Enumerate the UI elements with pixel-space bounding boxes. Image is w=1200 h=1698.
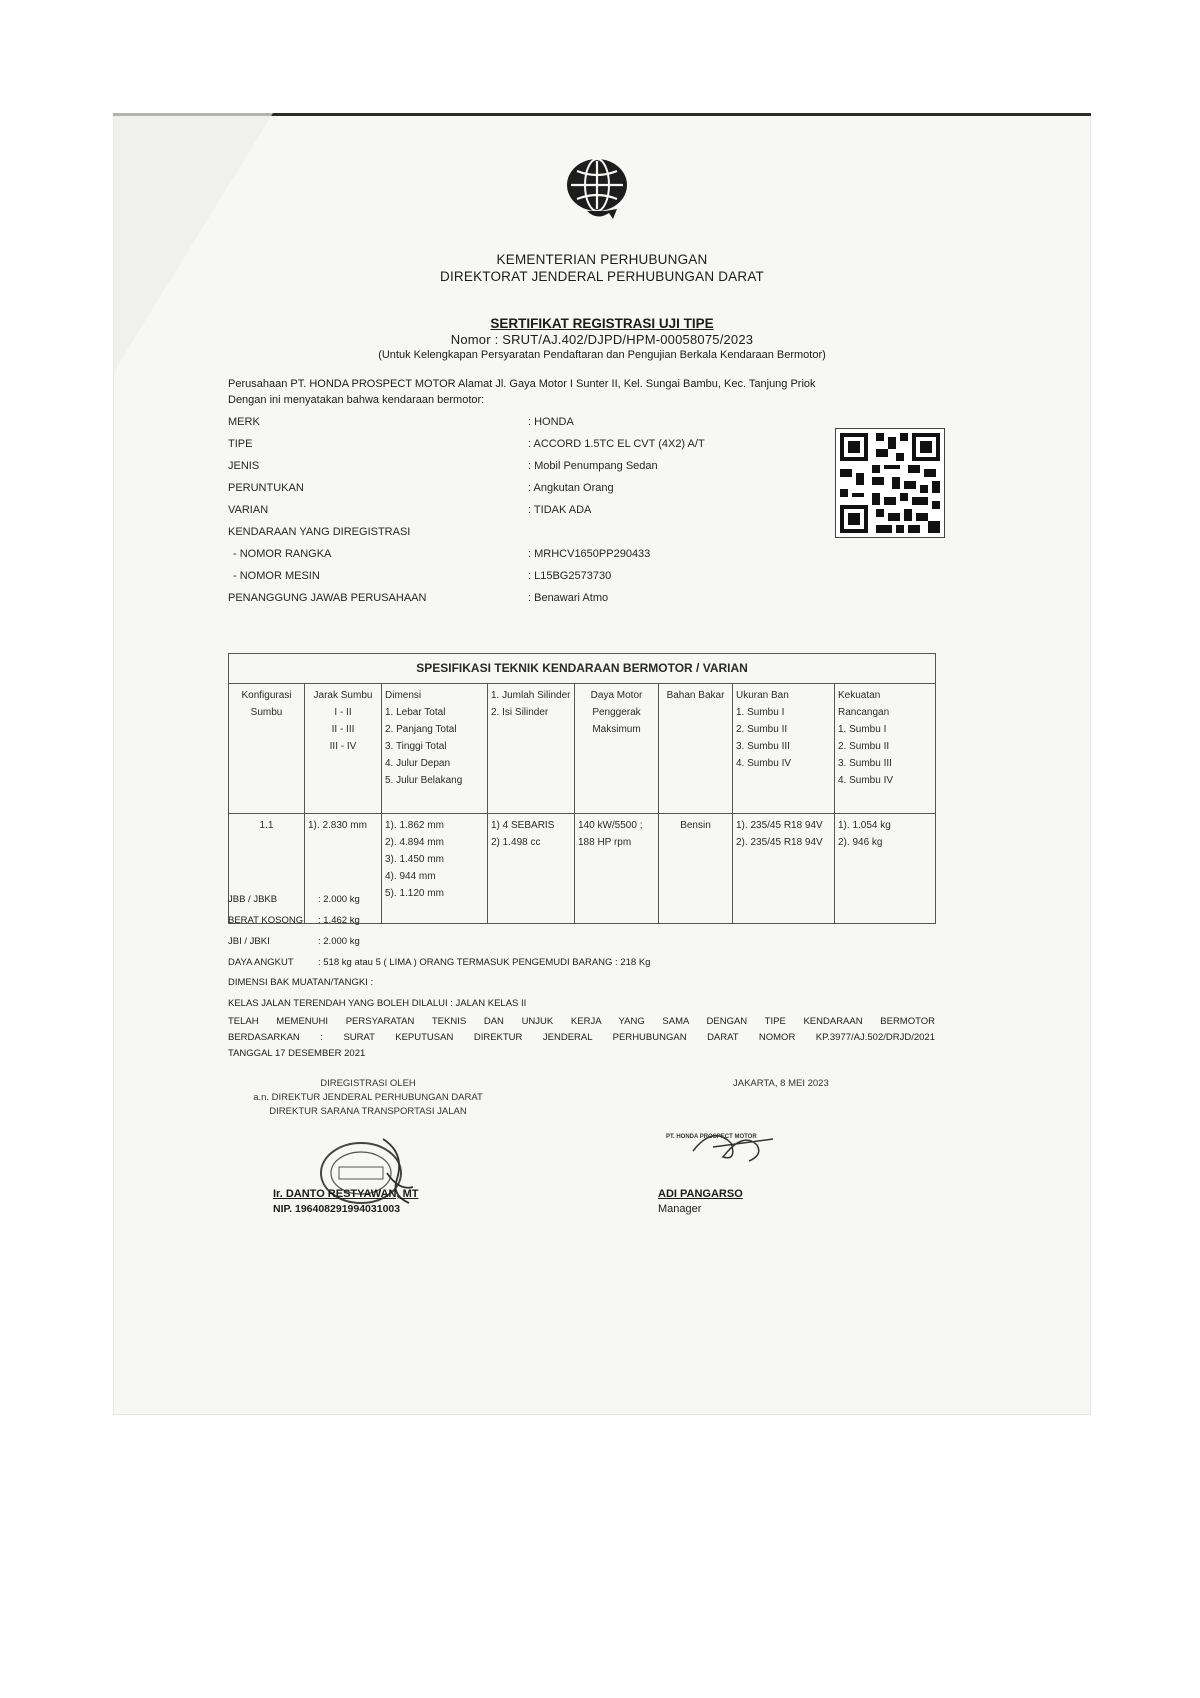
- signatory-name: ADI PANGARSO: [658, 1188, 743, 1200]
- spec-cell-daya: 140 kW/5500 ; 188 HP rpm: [575, 814, 659, 924]
- statement-line: TANGGAL 17 DESEMBER 2021: [228, 1048, 366, 1059]
- spec-cell-ukuran-ban: 1). 235/45 R18 94V 2). 235/45 R18 94V: [733, 814, 835, 924]
- spec-table-caption: SPESIFIKASI TEKNIK KENDARAAN BERMOTOR / VARIAN: [229, 654, 936, 684]
- field-label-varian: VARIAN: [228, 504, 269, 516]
- company-name: PT. HONDA PROSPECT MOTOR: [666, 1134, 757, 1140]
- field-label-kendaraan: KENDARAAN YANG DIREGISTRASI: [228, 526, 411, 538]
- field-value-nomor-mesin: : L15BG2573730: [528, 570, 612, 582]
- spec-cell-bahan-bakar: Bensin: [659, 814, 733, 924]
- intro-company-line: Perusahaan PT. HONDA PROSPECT MOTOR Alamat Jl. Gaya Motor I Sunter II, Kel. Sungai Bambu, Kec. Tanjung Priok: [228, 378, 816, 390]
- spec-header-cell: Kekuatan Rancangan 1. Sumbu I 2. Sumbu II 3. Sumbu III 4. Sumbu IV: [835, 684, 936, 814]
- kelas-jalan-label: KELAS JALAN TERENDAH YANG BOLEH DILALUI : JALAN KELAS II: [228, 998, 527, 1009]
- spec-data-row: [229, 814, 936, 924]
- weight-value: : 518 kg atau 5 ( LIMA ) ORANG TERMASUK PENGEMUDI BARANG : 218 Kg: [318, 957, 651, 968]
- signature-icon: [673, 1121, 793, 1171]
- signatory-position: Manager: [658, 1203, 702, 1215]
- weight-label: JBI / JBKI: [228, 936, 270, 947]
- document-purpose: (Untuk Kelengkapan Persyaratan Pendaftaran dan Pengujian Berkala Kendaraan Bermotor): [378, 349, 826, 361]
- spec-header-cell: Ukuran Ban 1. Sumbu I 2. Sumbu II 3. Sumbu III 4. Sumbu IV: [733, 684, 835, 814]
- field-label-penanggung-jawab: PENANGGUNG JAWAB PERUSAHAAN: [228, 592, 427, 604]
- dephub-globe-logo: [557, 155, 637, 227]
- spec-cell-jarak-sumbu: 1). 2.830 mm: [305, 814, 382, 924]
- registered-by-line: DIREKTUR SARANA TRANSPORTASI JALAN: [269, 1106, 467, 1117]
- weight-value: : 2.000 kg: [318, 936, 360, 947]
- registrar-name: Ir. DANTO RESTYAWAN, MT: [273, 1188, 419, 1200]
- intro-statement-line: Dengan ini menyatakan bahwa kendaraan bermotor:: [228, 394, 485, 406]
- weight-value: : 1.462 kg: [318, 915, 360, 926]
- field-value-nomor-rangka: : MRHCV1650PP290433: [528, 548, 651, 560]
- field-value-tipe: : ACCORD 1.5TC EL CVT (4X2) A/T: [528, 438, 705, 450]
- spec-table: [228, 653, 936, 924]
- spec-cell-konfigurasi: 1.1: [229, 814, 305, 924]
- field-label-nomor-mesin: - NOMOR MESIN: [233, 570, 320, 582]
- registered-by-line: a.n. DIREKTUR JENDERAL PERHUBUNGAN DARAT: [253, 1092, 483, 1103]
- document-number: Nomor : SRUT/AJ.402/DJPD/HPM-00058075/2023: [450, 332, 754, 347]
- spec-header-cell: Daya Motor Penggerak Maksimum: [575, 684, 659, 814]
- registered-by-line: DIREGISTRASI OLEH: [320, 1078, 416, 1089]
- weight-label: BERAT KOSONG: [228, 915, 304, 926]
- qr-code-icon: [835, 428, 945, 538]
- spec-header-row: [229, 684, 936, 814]
- field-value-merk: : HONDA: [528, 416, 574, 428]
- weight-label: DAYA ANGKUT: [228, 957, 294, 968]
- official-stamp-icon: [313, 1133, 423, 1213]
- weight-value: : 2.000 kg: [318, 894, 360, 905]
- spec-cell-kekuatan: 1). 1.054 kg 2). 946 kg: [835, 814, 936, 924]
- spec-cell-dimensi: 1). 1.862 mm 2). 4.894 mm 3). 1.450 mm 4). 944 mm 5). 1.120 mm: [382, 814, 488, 924]
- document-title: SERTIFIKAT REGISTRASI UJI TIPE: [490, 316, 714, 331]
- field-label-tipe: TIPE: [228, 438, 253, 450]
- spec-cell-silinder: 1) 4 SEBARIS 2) 1.498 cc: [488, 814, 575, 924]
- field-label-jenis: JENIS: [228, 460, 260, 472]
- spec-header-cell: 1. Jumlah Silinder 2. Isi Silinder: [488, 684, 575, 814]
- field-value-varian: : TIDAK ADA: [528, 504, 592, 516]
- registrar-nip: NIP. 196408291994031003: [273, 1203, 401, 1215]
- field-value-peruntukan: : Angkutan Orang: [528, 482, 614, 494]
- weight-label: JBB / JBKB: [228, 894, 278, 905]
- dimensi-bak-label: DIMENSI BAK MUATAN/TANGKI :: [228, 977, 374, 988]
- ministry-name: KEMENTERIAN PERHUBUNGAN: [496, 252, 708, 267]
- spec-header-cell: Dimensi 1. Lebar Total 2. Panjang Total 3. Tinggi Total 4. Julur Depan 5. Julur Belakang: [382, 684, 488, 814]
- statement-line: TELAH MEMENUHI PERSYARATAN TEKNIS DAN UNJUK KERJA YANG SAMA DENGAN TIPE KENDARAAN BERMOTOR: [228, 1016, 935, 1027]
- spec-caption-row: [229, 654, 936, 684]
- field-label-peruntukan: PERUNTUKAN: [228, 482, 304, 494]
- spec-header-cell: Bahan Bakar: [659, 684, 733, 814]
- directorate-name: DIREKTORAT JENDERAL PERHUBUNGAN DARAT: [440, 269, 764, 284]
- place-date: JAKARTA, 8 MEI 2023: [733, 1078, 829, 1089]
- field-label-merk: MERK: [228, 416, 260, 428]
- field-label-nomor-rangka: - NOMOR RANGKA: [233, 548, 332, 560]
- certificate-scan: [113, 113, 1091, 1415]
- spec-header-cell: Konfigurasi Sumbu: [229, 684, 305, 814]
- field-value-jenis: : Mobil Penumpang Sedan: [528, 460, 658, 472]
- field-value-penanggung-jawab: : Benawari Atmo: [528, 592, 609, 604]
- statement-line: BERDASARKAN : SURAT KEPUTUSAN DIREKTUR JENDERAL PERHUBUNGAN DARAT NOMOR KP.3977/AJ.502/DRJD/2021: [228, 1032, 935, 1043]
- spec-header-cell: Jarak Sumbu I - II II - III III - IV: [305, 684, 382, 814]
- qr-pattern: [836, 429, 944, 537]
